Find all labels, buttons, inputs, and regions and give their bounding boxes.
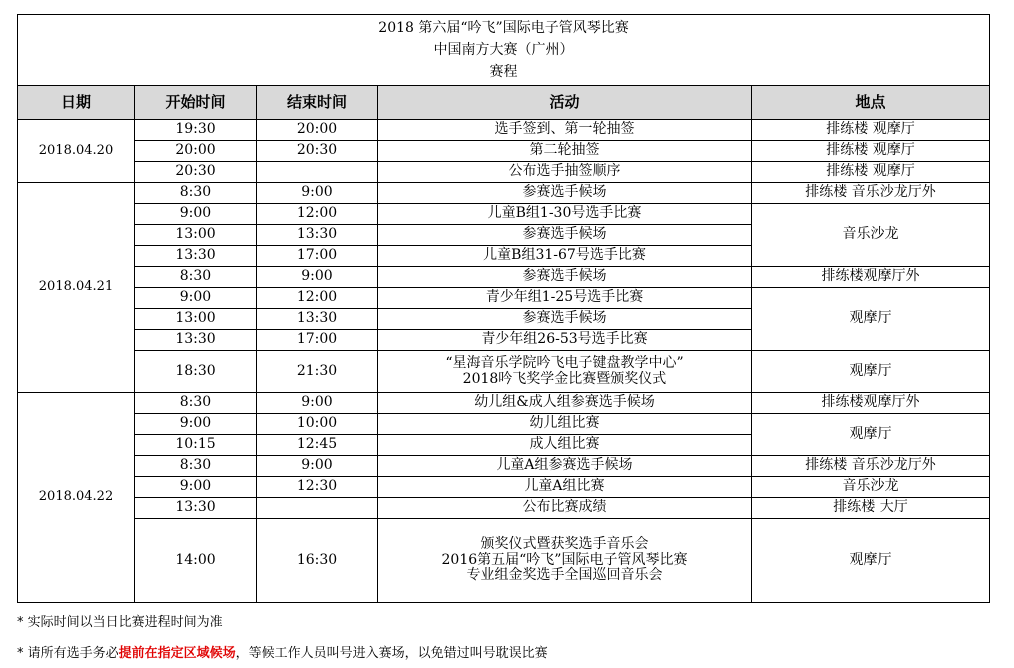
- venue-cell: 排练楼 观摩厅: [752, 162, 990, 183]
- end-time-cell: 17:00: [257, 246, 378, 267]
- end-time-cell: 12:30: [257, 477, 378, 498]
- activity-cell: 成人组比赛: [378, 435, 752, 456]
- schedule-row: [18, 183, 990, 204]
- activity-cell: 选手签到、第一轮抽签: [378, 120, 752, 141]
- venue-cell: 观摩厅: [752, 519, 990, 603]
- activity-cell: 参赛选手候场: [378, 267, 752, 288]
- venue-cell: 观摩厅: [752, 351, 990, 393]
- activity-cell: 第二轮抽签: [378, 141, 752, 162]
- start-time-cell: 20:30: [135, 162, 257, 183]
- schedule-row: [18, 393, 990, 414]
- activity-cell: 儿童B组31-67号选手比赛: [378, 246, 752, 267]
- end-time-cell: 17:00: [257, 330, 378, 351]
- schedule-row: [18, 141, 990, 162]
- header-activity: 活动: [378, 86, 752, 120]
- venue-cell: 观摩厅: [752, 288, 990, 351]
- start-time-cell: 13:30: [135, 330, 257, 351]
- venue-cell: 排练楼 音乐沙龙厅外: [752, 183, 990, 204]
- start-time-cell: 8:30: [135, 456, 257, 477]
- header-end-time: 结束时间: [257, 86, 378, 120]
- venue-cell: 排练楼观摩厅外: [752, 393, 990, 414]
- activity-cell: 青少年组26-53号选手比赛: [378, 330, 752, 351]
- venue-cell: 音乐沙龙: [752, 477, 990, 498]
- venue-cell: 排练楼 观摩厅: [752, 141, 990, 162]
- activity-cell: [378, 351, 752, 393]
- venue-cell: 排练楼 大厅: [752, 498, 990, 519]
- activity-line: 2016第五届“吟飞”国际电子管风琴比赛: [441, 551, 688, 568]
- schedule-row: [18, 120, 990, 141]
- end-time-cell: 10:00: [257, 414, 378, 435]
- title-line-1: 2018 第六届“吟飞”国际电子管风琴比赛: [378, 20, 629, 36]
- start-time-cell: 9:00: [135, 477, 257, 498]
- end-time-cell: 20:30: [257, 141, 378, 162]
- end-time-cell: 16:30: [257, 519, 378, 603]
- start-time-cell: 13:30: [135, 498, 257, 519]
- title-cell: [18, 15, 990, 86]
- start-time-cell: 9:00: [135, 414, 257, 435]
- date-cell: 2018.04.21: [18, 183, 135, 393]
- start-time-cell: 8:30: [135, 267, 257, 288]
- header-start-time: 开始时间: [135, 86, 257, 120]
- title-line-3: 赛程: [489, 64, 518, 80]
- start-time-cell: 8:30: [135, 183, 257, 204]
- activity-cell: 公布比赛成绩: [378, 498, 752, 519]
- start-time-cell: 9:00: [135, 288, 257, 309]
- end-time-cell: 13:30: [257, 309, 378, 330]
- start-time-cell: 20:00: [135, 141, 257, 162]
- activity-cell: 幼儿组比赛: [378, 414, 752, 435]
- activity-cell: 参赛选手候场: [378, 225, 752, 246]
- activity-cell: 儿童B组1-30号选手比赛: [378, 204, 752, 225]
- start-time-cell: 9:00: [135, 204, 257, 225]
- note-prefix: * 请所有选手务必: [17, 646, 119, 661]
- schedule-row: [18, 267, 990, 288]
- end-time-cell: [257, 162, 378, 183]
- note-highlight: 提前在指定区域候场: [118, 646, 236, 661]
- title-row: [18, 15, 990, 86]
- end-time-cell: 13:30: [257, 225, 378, 246]
- venue-cell: 音乐沙龙: [752, 204, 990, 267]
- end-time-cell: 9:00: [257, 456, 378, 477]
- schedule-table: [17, 14, 990, 603]
- venue-cell: 排练楼 观摩厅: [752, 120, 990, 141]
- date-cell: 2018.04.20: [18, 120, 135, 183]
- activity-line: 2018吟飞奖学金比赛暨颁奖仪式: [462, 370, 667, 387]
- end-time-cell: [257, 498, 378, 519]
- end-time-cell: 9:00: [257, 267, 378, 288]
- note-waiting-instructions: [17, 642, 548, 661]
- start-time-cell: 14:00: [135, 519, 257, 603]
- start-time-cell: 19:30: [135, 120, 257, 141]
- note-time-disclaimer: * 实际时间以当日比赛进程时间为准: [17, 615, 223, 630]
- activity-line: “星海音乐学院吟飞电子键盘教学中心”: [445, 355, 684, 372]
- activity-cell: 儿童A组参赛选手候场: [378, 456, 752, 477]
- activity-cell: 公布选手抽签顺序: [378, 162, 752, 183]
- schedule-row: [18, 414, 990, 435]
- header-date: 日期: [18, 86, 135, 120]
- start-time-cell: 10:15: [135, 435, 257, 456]
- schedule-row: [18, 162, 990, 183]
- schedule-row: [18, 204, 990, 225]
- end-time-cell: 12:45: [257, 435, 378, 456]
- activity-cell: 幼儿组&成人组参赛选手候场: [378, 393, 752, 414]
- note-suffix: ，等候工作人员叫号进入赛场，以免错过叫号耽误比赛: [235, 646, 548, 661]
- venue-cell: 排练楼 音乐沙龙厅外: [752, 456, 990, 477]
- activity-cell: 儿童A组比赛: [378, 477, 752, 498]
- start-time-cell: 18:30: [135, 351, 257, 393]
- end-time-cell: 12:00: [257, 204, 378, 225]
- activity-line: 专业组金奖选手全国巡回音乐会: [466, 567, 663, 584]
- schedule-row: [18, 351, 990, 393]
- venue-cell: 观摩厅: [752, 414, 990, 456]
- activity-cell: 青少年组1-25号选手比赛: [378, 288, 752, 309]
- end-time-cell: 21:30: [257, 351, 378, 393]
- activity-line: 颁奖仪式暨获奖选手音乐会: [480, 536, 649, 553]
- start-time-cell: 13:00: [135, 309, 257, 330]
- header-row: [18, 86, 990, 120]
- date-cell: 2018.04.22: [18, 393, 135, 603]
- venue-cell: 排练楼观摩厅外: [752, 267, 990, 288]
- schedule-row: [18, 288, 990, 309]
- schedule-row: [18, 456, 990, 477]
- start-time-cell: 13:00: [135, 225, 257, 246]
- title-line-2: 中国南方大赛（广州）: [433, 42, 574, 58]
- activity-cell: [378, 519, 752, 603]
- schedule-row: [18, 519, 990, 603]
- activity-cell: 参赛选手候场: [378, 183, 752, 204]
- schedule-row: [18, 498, 990, 519]
- header-venue: 地点: [752, 86, 990, 120]
- activity-cell: 参赛选手候场: [378, 309, 752, 330]
- schedule-row: [18, 477, 990, 498]
- start-time-cell: 8:30: [135, 393, 257, 414]
- end-time-cell: 9:00: [257, 183, 378, 204]
- end-time-cell: 20:00: [257, 120, 378, 141]
- end-time-cell: 12:00: [257, 288, 378, 309]
- end-time-cell: 9:00: [257, 393, 378, 414]
- start-time-cell: 13:30: [135, 246, 257, 267]
